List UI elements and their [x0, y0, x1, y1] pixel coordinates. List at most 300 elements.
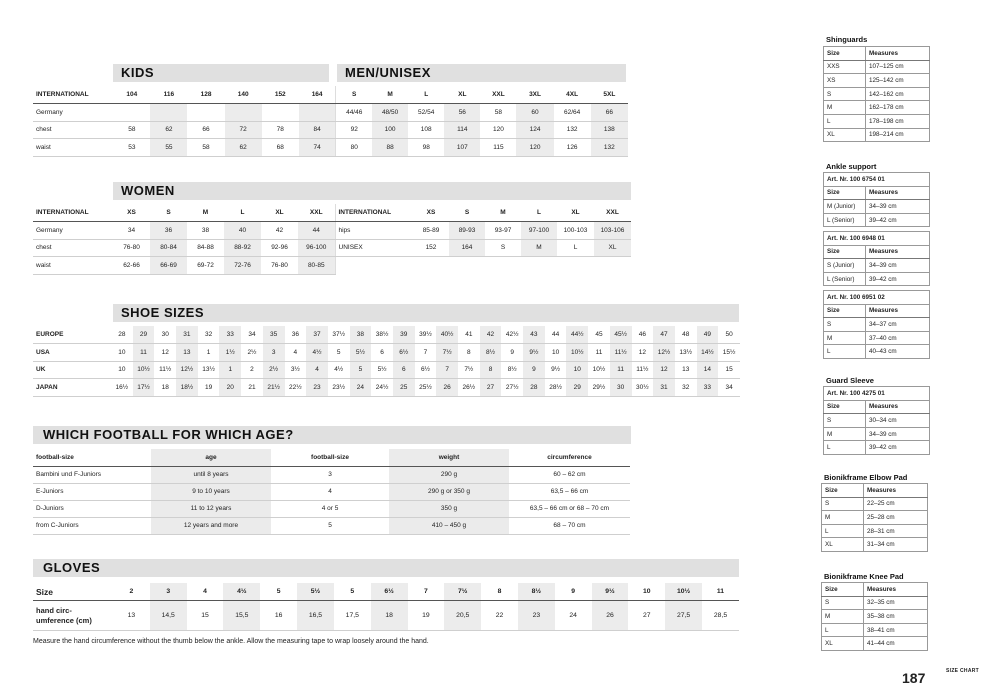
- cell: 15: [718, 361, 740, 379]
- table-row: [824, 272, 930, 286]
- cell: 41: [458, 326, 480, 344]
- cell: 6: [371, 344, 393, 362]
- cell: 28: [111, 326, 133, 344]
- cell: 11: [588, 344, 610, 362]
- table-row: [824, 128, 930, 142]
- cell: 10: [111, 361, 133, 379]
- cell: 8: [480, 361, 502, 379]
- shinguards-title: Shinguards: [826, 35, 868, 44]
- sleeve-table: [823, 386, 930, 455]
- cell: UNISEX: [335, 239, 413, 257]
- cell: Size: [824, 47, 866, 61]
- cell: 15,5: [223, 601, 260, 631]
- cell: 4½: [328, 361, 350, 379]
- cell: 37½: [328, 326, 350, 344]
- cell: 33: [697, 379, 719, 397]
- sleeve-title: Guard Sleeve: [826, 376, 874, 385]
- cell: 58: [113, 121, 150, 139]
- cell: 88-92: [224, 239, 261, 257]
- table-row: [33, 239, 631, 257]
- cell: 26: [592, 601, 629, 631]
- cell: [33, 601, 113, 631]
- cell: 27½: [501, 379, 523, 397]
- table-row: [824, 60, 930, 74]
- cell: 13½: [198, 361, 220, 379]
- cell: 2: [241, 361, 263, 379]
- cell: Measures: [864, 484, 928, 498]
- cell: INTERNATIONAL: [33, 86, 113, 104]
- cell: 78: [262, 121, 299, 139]
- table-row: [824, 291, 930, 305]
- cell: 18: [154, 379, 176, 397]
- cell: 40½: [436, 326, 458, 344]
- cell: 152: [262, 86, 299, 104]
- cell: 23: [518, 601, 555, 631]
- cell: USA: [33, 344, 111, 362]
- cell: XL: [444, 86, 480, 104]
- cell: 4: [187, 583, 224, 601]
- cell: 27,5: [665, 601, 702, 631]
- cell: 6½: [393, 344, 415, 362]
- cell: [113, 104, 150, 122]
- cell: S: [824, 87, 866, 101]
- cell: Art. Nr. 100 6754 01: [824, 173, 930, 187]
- cell: XL: [594, 239, 631, 257]
- cell: 62: [225, 139, 262, 157]
- cell: S (Junior): [824, 259, 866, 273]
- cell: 48: [675, 326, 697, 344]
- cell: XL: [822, 538, 864, 552]
- cell: 5: [260, 583, 297, 601]
- cell: 8: [481, 583, 518, 601]
- cell: [594, 257, 631, 275]
- cell: 15: [187, 601, 224, 631]
- table-row: [33, 500, 630, 517]
- cell: 47: [653, 326, 675, 344]
- cell: XXL: [480, 86, 516, 104]
- cell: Art. Nr. 100 6948 01: [824, 232, 930, 246]
- cell: 39–42 cm: [866, 441, 930, 455]
- cell: 76-80: [113, 239, 150, 257]
- cell: Measures: [864, 583, 928, 597]
- cell: 63,5 – 66 cm or 68 – 70 cm: [509, 500, 630, 517]
- cell: 13: [675, 361, 697, 379]
- cell: 198–214 cm: [866, 128, 930, 142]
- cell: 19: [408, 601, 445, 631]
- cell: 45½: [610, 326, 632, 344]
- cell: 22½: [285, 379, 307, 397]
- cell: 5: [334, 583, 371, 601]
- cell: 138: [591, 121, 628, 139]
- football-table: [33, 449, 630, 535]
- cell: L: [824, 114, 866, 128]
- cell: 4½: [306, 344, 328, 362]
- shoes-title: SHOE SIZES: [113, 304, 739, 322]
- cell: 8½: [501, 361, 523, 379]
- cell: L (Senior): [824, 213, 866, 227]
- table-row: [33, 483, 630, 500]
- cell: 12: [632, 344, 654, 362]
- cell: 5: [328, 344, 350, 362]
- cell: 26: [436, 379, 458, 397]
- cell: 6½: [371, 583, 408, 601]
- cell: 50: [718, 326, 740, 344]
- cell: 30: [610, 379, 632, 397]
- table-row: [824, 414, 930, 428]
- cell: 38½: [371, 326, 393, 344]
- table-row: [33, 583, 739, 601]
- table-row: [824, 427, 930, 441]
- cell: 37–40 cm: [866, 331, 930, 345]
- cell: Size: [824, 400, 866, 414]
- cell: 31: [176, 326, 198, 344]
- cell: 89-93: [449, 222, 485, 240]
- table-row: [824, 331, 930, 345]
- cell: 96-100: [298, 239, 335, 257]
- cell: 44/46: [336, 104, 372, 122]
- cell: 8½: [480, 344, 502, 362]
- cell: 69-72: [187, 257, 224, 275]
- cell: 38: [187, 222, 224, 240]
- cell: M: [187, 204, 224, 222]
- cell: 164: [299, 86, 336, 104]
- cell: 34–39 cm: [866, 259, 930, 273]
- cell: 58: [187, 139, 224, 157]
- table-row: [822, 484, 928, 498]
- cell: 6: [393, 361, 415, 379]
- cell: 5½: [371, 361, 393, 379]
- ankle-table-2: [823, 231, 930, 286]
- cell: L: [557, 239, 594, 257]
- cell: 11½: [632, 361, 654, 379]
- cell: 9: [501, 344, 523, 362]
- cell: 5XL: [591, 86, 628, 104]
- cell: XL: [557, 204, 594, 222]
- cell: 84-88: [187, 239, 224, 257]
- kids-men-table: [33, 86, 628, 157]
- cell: 7½: [436, 344, 458, 362]
- cell: 35: [263, 326, 285, 344]
- table-row: [824, 186, 930, 200]
- gloves-table: [33, 583, 739, 631]
- cell: 29: [133, 326, 155, 344]
- cell: 7½: [458, 361, 480, 379]
- men-title: MEN/UNISEX: [337, 64, 626, 82]
- cell: 19: [198, 379, 220, 397]
- cell: 10: [111, 344, 133, 362]
- cell: 85-89: [413, 222, 449, 240]
- table-row: [822, 623, 928, 637]
- cell: 3½: [285, 361, 307, 379]
- cell: S: [150, 204, 187, 222]
- cell: 53: [113, 139, 150, 157]
- cell: 20,5: [444, 601, 481, 631]
- cell: JAPAN: [33, 379, 111, 397]
- cell: 66: [187, 121, 224, 139]
- cell: XS: [824, 74, 866, 88]
- cell: 80: [336, 139, 372, 157]
- cell: 36: [285, 326, 307, 344]
- cell: 5½: [297, 583, 334, 601]
- cell: [521, 257, 557, 275]
- cell: 24: [350, 379, 372, 397]
- cell: 10: [566, 361, 588, 379]
- cell: 32: [675, 379, 697, 397]
- cell: 30–34 cm: [866, 414, 930, 428]
- cell: chest: [33, 121, 113, 139]
- cell: [150, 104, 187, 122]
- cell: 9: [555, 583, 592, 601]
- cell: Size: [822, 583, 864, 597]
- cell: from C-Juniors: [33, 517, 151, 534]
- cell: 9½: [592, 583, 629, 601]
- cell: 63,5 – 66 cm: [509, 483, 630, 500]
- table-row: [33, 344, 740, 362]
- cell: 115: [480, 139, 516, 157]
- cell: 16½: [111, 379, 133, 397]
- cell: M: [822, 610, 864, 624]
- cell: 44: [545, 326, 567, 344]
- cell: M: [485, 204, 521, 222]
- table-row: [822, 637, 928, 651]
- cell: 60: [516, 104, 553, 122]
- cell: UK: [33, 361, 111, 379]
- cell: 62: [150, 121, 187, 139]
- cell: 21½: [263, 379, 285, 397]
- cell: 126: [554, 139, 591, 157]
- cell: football-size: [33, 449, 151, 466]
- cell: 38: [350, 326, 372, 344]
- page-number: 187: [902, 670, 926, 686]
- cell: 23: [306, 379, 328, 397]
- cell: 43: [523, 326, 545, 344]
- cell: 11: [133, 344, 155, 362]
- cell: 10½: [588, 361, 610, 379]
- cell: 12 years and more: [151, 517, 271, 534]
- cell: L: [824, 345, 866, 359]
- cell: 9: [523, 361, 545, 379]
- cell: 5½: [350, 344, 372, 362]
- cell: 13: [113, 601, 150, 631]
- cell: 45: [588, 326, 610, 344]
- cell: Size: [822, 484, 864, 498]
- cell: 92: [336, 121, 372, 139]
- cell: XXL: [298, 204, 335, 222]
- table-row: [822, 583, 928, 597]
- cell: 40–43 cm: [866, 345, 930, 359]
- table-row: [822, 610, 928, 624]
- cell: 104: [113, 86, 150, 104]
- cell: 11½: [610, 344, 632, 362]
- knee-title: Bionikframe Knee Pad: [824, 572, 904, 581]
- cell: 4XL: [554, 86, 591, 104]
- table-row: [824, 245, 930, 259]
- cell: Size: [33, 583, 113, 601]
- cell: 92-96: [261, 239, 298, 257]
- cell: 34–37 cm: [866, 318, 930, 332]
- cell: 42: [480, 326, 502, 344]
- table-row: [33, 601, 739, 631]
- cell: 22: [481, 601, 518, 631]
- cell: 80-85: [298, 257, 335, 275]
- cell: 14,5: [150, 601, 187, 631]
- cell: Art. Nr. 100 6951 02: [824, 291, 930, 305]
- women-table: [33, 204, 631, 275]
- cell: 74: [299, 139, 336, 157]
- table-row: [33, 121, 628, 139]
- cell: [299, 104, 336, 122]
- cell: Measures: [866, 304, 930, 318]
- ankle-table-1: [823, 172, 930, 227]
- table-row: [33, 139, 628, 157]
- cell: 103-106: [594, 222, 631, 240]
- cell: 39: [393, 326, 415, 344]
- cell: 132: [591, 139, 628, 157]
- cell: XL: [824, 128, 866, 142]
- table-row: [33, 361, 740, 379]
- cell: until 8 years: [151, 466, 271, 483]
- cell: 39–42 cm: [866, 272, 930, 286]
- table-row: [33, 86, 628, 104]
- cell: 7: [436, 361, 458, 379]
- cell: 58: [480, 104, 516, 122]
- cell: 98: [408, 139, 444, 157]
- cell: 11½: [154, 361, 176, 379]
- cell: XS: [113, 204, 150, 222]
- cell: 29: [566, 379, 588, 397]
- cell: 28: [523, 379, 545, 397]
- table-row: [824, 74, 930, 88]
- cell: 38–41 cm: [864, 623, 928, 637]
- cell: 42½: [501, 326, 523, 344]
- cell: 5: [350, 361, 372, 379]
- gloves-title: GLOVES: [33, 559, 739, 577]
- cell: 32: [198, 326, 220, 344]
- cell: 142–162 cm: [866, 87, 930, 101]
- cell: [225, 104, 262, 122]
- table-row: [822, 596, 928, 610]
- cell: 52/54: [408, 104, 444, 122]
- cell: M: [824, 331, 866, 345]
- elbow-title: Bionikframe Elbow Pad: [824, 473, 908, 482]
- cell: 34: [718, 379, 740, 397]
- cell: 7: [415, 344, 437, 362]
- cell: 97-100: [521, 222, 557, 240]
- table-row: [824, 213, 930, 227]
- cell: 410 – 450 g: [389, 517, 509, 534]
- cell: 108: [408, 121, 444, 139]
- cell: 152: [413, 239, 449, 257]
- cell: Size: [824, 245, 866, 259]
- cell: 26½: [458, 379, 480, 397]
- cell: chest: [33, 239, 113, 257]
- cell: 28–31 cm: [864, 524, 928, 538]
- cell: 10: [628, 583, 665, 601]
- cell: Measures: [866, 186, 930, 200]
- cell: L: [408, 86, 444, 104]
- elbow-table: [821, 483, 928, 552]
- cell: 164: [449, 239, 485, 257]
- cell: 125–142 cm: [866, 74, 930, 88]
- cell: 11: [702, 583, 739, 601]
- cell: 132: [554, 121, 591, 139]
- cell: 18: [371, 601, 408, 631]
- cell: M: [824, 427, 866, 441]
- cell: 24: [555, 601, 592, 631]
- cell: L: [521, 204, 557, 222]
- cell: 34–39 cm: [866, 200, 930, 214]
- cell: [262, 104, 299, 122]
- cell: M: [822, 511, 864, 525]
- cell: 62/64: [554, 104, 591, 122]
- cell: 9½: [523, 344, 545, 362]
- cell: 10½: [665, 583, 702, 601]
- cell: 93-97: [485, 222, 521, 240]
- cell: 140: [225, 86, 262, 104]
- circ-label-line2: umference (cm): [36, 615, 92, 625]
- table-row: [822, 538, 928, 552]
- cell: EUROPE: [33, 326, 111, 344]
- cell: XL: [822, 637, 864, 651]
- cell: 21: [241, 379, 263, 397]
- cell: 12½: [176, 361, 198, 379]
- cell: waist: [33, 139, 113, 157]
- table-row: [33, 517, 630, 534]
- table-row: [33, 222, 631, 240]
- table-row: [33, 257, 631, 275]
- cell: 107–125 cm: [866, 60, 930, 74]
- table-row: [824, 345, 930, 359]
- cell: 27: [628, 601, 665, 631]
- cell: 24½: [371, 379, 393, 397]
- cell: 124: [516, 121, 553, 139]
- cell: 44½: [566, 326, 588, 344]
- cell: 13: [176, 344, 198, 362]
- cell: 10½: [133, 361, 155, 379]
- cell: Measures: [866, 47, 930, 61]
- cell: 17,5: [334, 601, 371, 631]
- cell: XS: [413, 204, 449, 222]
- cell: 7½: [444, 583, 481, 601]
- cell: [557, 257, 594, 275]
- cell: L (Senior): [824, 272, 866, 286]
- cell: weight: [389, 449, 509, 466]
- cell: 37: [306, 326, 328, 344]
- cell: 18½: [176, 379, 198, 397]
- cell: S: [824, 318, 866, 332]
- table-row: [824, 101, 930, 115]
- table-row: [33, 466, 630, 483]
- cell: M: [521, 239, 557, 257]
- cell: 48/50: [372, 104, 408, 122]
- cell: 17½: [133, 379, 155, 397]
- table-row: [822, 497, 928, 511]
- cell: Germany: [33, 222, 113, 240]
- cell: L: [822, 524, 864, 538]
- cell: XXS: [824, 60, 866, 74]
- cell: 42: [261, 222, 298, 240]
- cell: 46: [632, 326, 654, 344]
- cell: 16: [260, 601, 297, 631]
- cell: 33: [219, 326, 241, 344]
- cell: 120: [480, 121, 516, 139]
- cell: 39½: [415, 326, 437, 344]
- cell: 84: [299, 121, 336, 139]
- cell: 30½: [632, 379, 654, 397]
- table-row: [33, 379, 740, 397]
- cell: 290 g or 350 g: [389, 483, 509, 500]
- cell: age: [151, 449, 271, 466]
